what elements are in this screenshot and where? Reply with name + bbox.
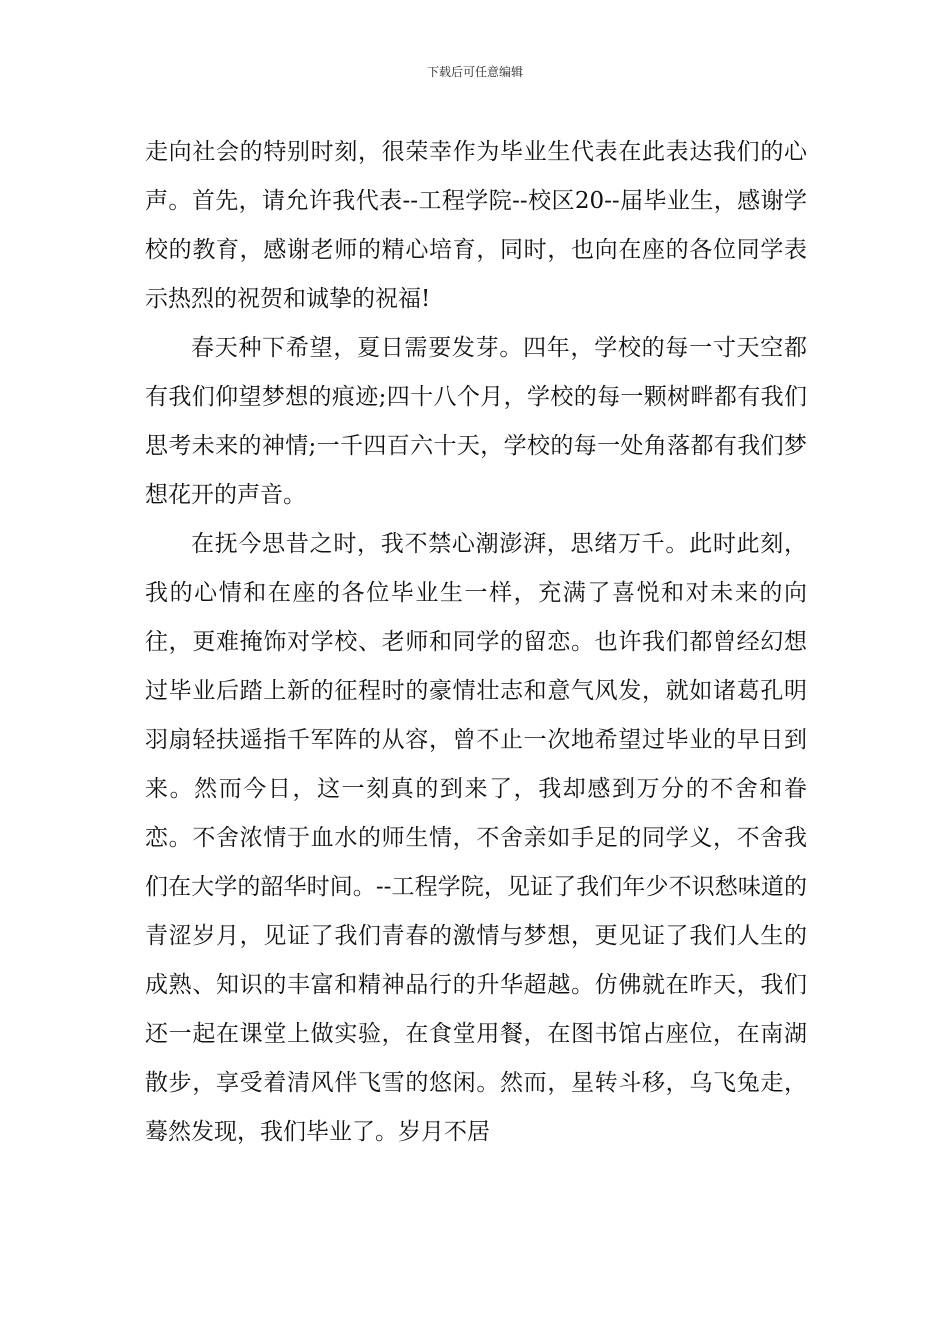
paragraph-3: 在抚今思昔之时，我不禁心潮澎湃，思绪万千。此时此刻，我的心情和在座的各位毕业生一样，充满了喜悦和对未来的向往，更难掩饰对学校、老师和同学的留恋。也许我们都曾经幻想过毕业后踏上新的征程时的豪情壮志和意气风发，就如诸葛孔明羽扇轻扶遥指千军阵的从容，曾不止一次地希望过毕业的早日到来。然而今日，这一刻真的到来了，我却感到万分的不舍和眷恋。不舍浓情于血水的师生情，不舍亲如手足的同学义，不舍我们在大学的韶华时间。--工程学院，见证了我们年少不识愁味道的青涩岁月，见证了我们青春的激情与梦想，更见证了我们人生的成熟、知识的丰富和精神品行的升华超越。仿佛就在昨天，我们还一起在课堂上做实验，在食堂用餐，在图书馆占座位，在南湖散步，享受着清风伴飞雪的悠闲。然而，星转斗移，乌飞兔走，蓦然发现，我们毕业了。岁月不居 <box>145 531 807 1145</box>
page-header: 下载后可任意编辑 <box>426 65 523 79</box>
paragraph-1: 走向社会的特别时刻，很荣幸作为毕业生代表在此表达我们的心声。首先，请允许我代表--工程学院--校区20--届毕业生，感谢学校的教育，感谢老师的精心培育，同时，也向在座的各位同学表示热烈的祝贺和诚挚的祝福! <box>145 139 807 312</box>
paragraph-2: 春天种下希望，夏日需要发芽。四年，学校的每一寸天空都有我们仰望梦想的痕迹;四十八个月，学校的每一颗树畔都有我们思考未来的神情;一千四百六十天，学校的每一处角落都有我们梦想花开的声音。 <box>145 335 807 508</box>
document-body <box>145 128 807 1157</box>
